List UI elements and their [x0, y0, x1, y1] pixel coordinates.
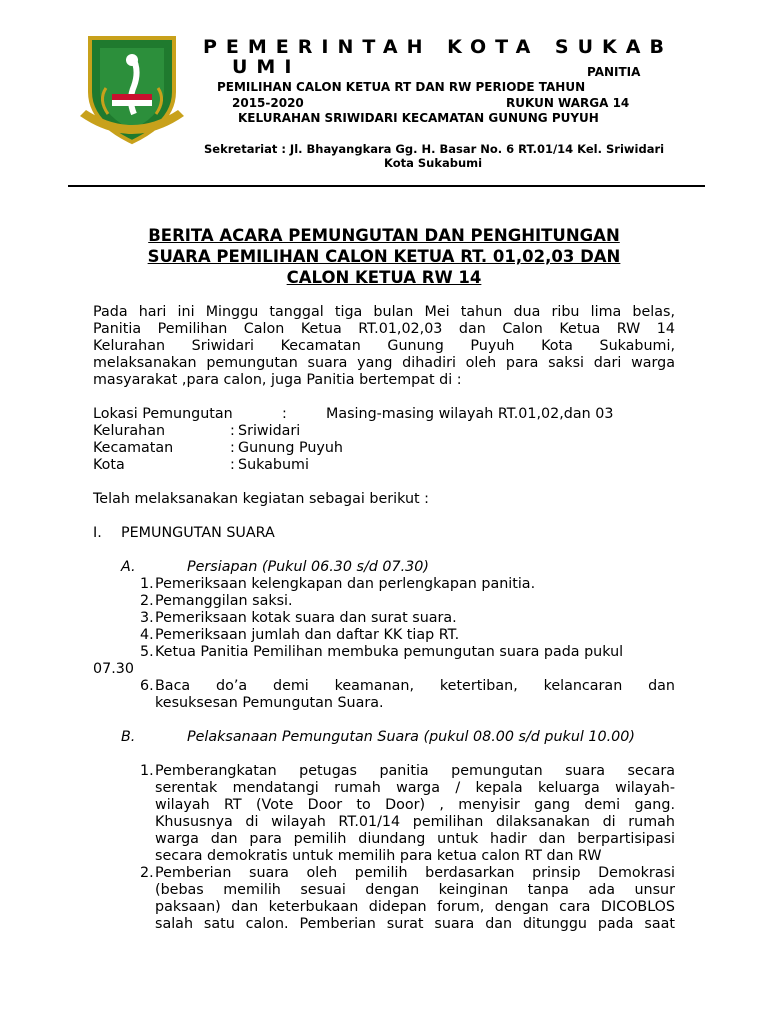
intro-line-2: Panitia Pemilihan Calon Ketua RT.01,02,03 dan Calon Ketua RW 14 — [93, 321, 675, 337]
list-item-line: (bebas memilih sesuai dengan keinginan tanpa ada unsur — [155, 882, 675, 898]
kelurahan-value: Sriwidari — [238, 423, 301, 439]
kota-label: Kota — [93, 457, 125, 473]
kelurahan-sep: : — [230, 423, 235, 439]
intro-line-3: Kelurahan Sriwidari Kecamatan Gunung Puyuh Kota Sukabumi, — [93, 338, 675, 354]
list-item-line: wilayah RT (Vote Door to Door) , menyisir gang demi gang. — [155, 797, 675, 813]
subsection-a-letter: A. — [121, 559, 136, 575]
list-item-line: salah satu calon. Pemberian surat suara dan ditunggu pada saat — [155, 916, 675, 932]
section-number: I. — [93, 525, 102, 541]
list-item-continuation: 07.30 — [93, 661, 134, 677]
location-sep: : — [282, 406, 287, 422]
list-item-number: 1. — [140, 576, 154, 592]
kelurahan-label: Kelurahan — [93, 423, 166, 439]
list-item-line: Pemberian suara oleh pemilih berdasarkan prinsip Demokrasi — [155, 865, 675, 881]
list-item: Pemanggilan saksi. — [155, 593, 293, 609]
activities-intro: Telah melaksanakan kegiatan sebagai berikut : — [93, 491, 429, 507]
list-item-line: Khususnya di wilayah RT.01/14 pemilihan dilaksanakan di rumah — [155, 814, 675, 830]
gov-title-line2: UMI — [232, 56, 301, 78]
list-item: Pemeriksaan kotak suara dan surat suara. — [155, 610, 457, 626]
period-label: 2015-2020 — [232, 96, 304, 110]
subsection-b-title: Pelaksanaan Pemungutan Suara (pukul 08.00 s/d pukul 10.00) — [187, 729, 635, 745]
list-item-number: 6. — [140, 678, 154, 694]
list-item-number: 2. — [140, 593, 154, 609]
kecamatan-sep: : — [230, 440, 235, 456]
list-item-number: 1. — [140, 763, 154, 779]
list-item-continuation: kesuksesan Pemungutan Suara. — [155, 695, 384, 711]
document-title-line1: BERITA ACARA PEMUNGUTAN DAN PENGHITUNGAN — [148, 226, 620, 245]
list-item: Pemeriksaan kelengkapan dan perlengkapan panitia. — [155, 576, 536, 592]
list-item-line: secara demokratis untuk memilih para ketua calon RT dan RW — [155, 848, 602, 864]
header-divider — [68, 185, 705, 187]
intro-line-5: masyarakat ,para calon, juga Panitia bertempat di : — [93, 372, 462, 388]
list-item-number: 5. — [140, 644, 154, 660]
document-title-line3: CALON KETUA RW 14 — [286, 268, 482, 287]
list-item-line: paksaan) dan keterbukaan didepan forum, dengan cara DICOBLOS — [155, 899, 675, 915]
kota-sep: : — [230, 457, 235, 473]
subsection-a-title: Persiapan (Pukul 06.30 s/d 07.30) — [187, 559, 429, 575]
secretariat-line2: Kota Sukabumi — [384, 156, 483, 170]
location-label: Lokasi Pemungutan — [93, 406, 233, 422]
list-item-number: 4. — [140, 627, 154, 643]
election-line: PEMILIHAN CALON KETUA RT DAN RW PERIODE TAHUN — [217, 80, 586, 94]
list-item-number: 2. — [140, 865, 154, 881]
list-item-line: warga dan para pemilih diundang untuk hadir dan berpartisipasi — [155, 831, 675, 847]
city-emblem — [78, 30, 186, 148]
kota-value: Sukabumi — [238, 457, 309, 473]
list-item: Pemeriksaan jumlah dan daftar KK tiap RT. — [155, 627, 460, 643]
kecamatan-value: Gunung Puyuh — [238, 440, 343, 456]
list-item-line: serentak mendatangi rumah warga / kepala keluarga wilayah- — [155, 780, 675, 796]
list-item: Baca do’a demi keamanan, ketertiban, kelancaran dan — [155, 678, 675, 694]
subsection-b-letter: B. — [121, 729, 136, 745]
kelurahan-line: KELURAHAN SRIWIDARI KECAMATAN GUNUNG PUYUH — [238, 111, 599, 125]
document-title-line2: SUARA PEMILIHAN CALON KETUA RT. 01,02,03 DAN — [147, 247, 621, 266]
list-item-number: 3. — [140, 610, 154, 626]
kecamatan-label: Kecamatan — [93, 440, 174, 456]
panitia-label: PANITIA — [587, 65, 641, 79]
location-value: Masing-masing wilayah RT.01,02,dan 03 — [326, 406, 614, 422]
section-title: PEMUNGUTAN SUARA — [121, 525, 275, 541]
gov-title-line1: PEMERINTAH KOTA SUKAB — [203, 36, 673, 58]
intro-line-4: melaksanakan pemungutan suara yang dihadiri oleh para saksi dari warga — [93, 355, 675, 371]
list-item-line: Pemberangkatan petugas panitia pemungutan suara secara — [155, 763, 675, 779]
rukun-warga-label: RUKUN WARGA 14 — [506, 96, 630, 110]
secretariat-line1: Sekretariat : Jl. Bhayangkara Gg. H. Basar No. 6 RT.01/14 Kel. Sriwidari — [204, 142, 665, 156]
list-item: Ketua Panitia Pemilihan membuka pemungutan suara pada pukul — [155, 644, 624, 660]
intro-line-1: Pada hari ini Minggu tanggal tiga bulan Mei tahun dua ribu lima belas, — [93, 304, 675, 320]
